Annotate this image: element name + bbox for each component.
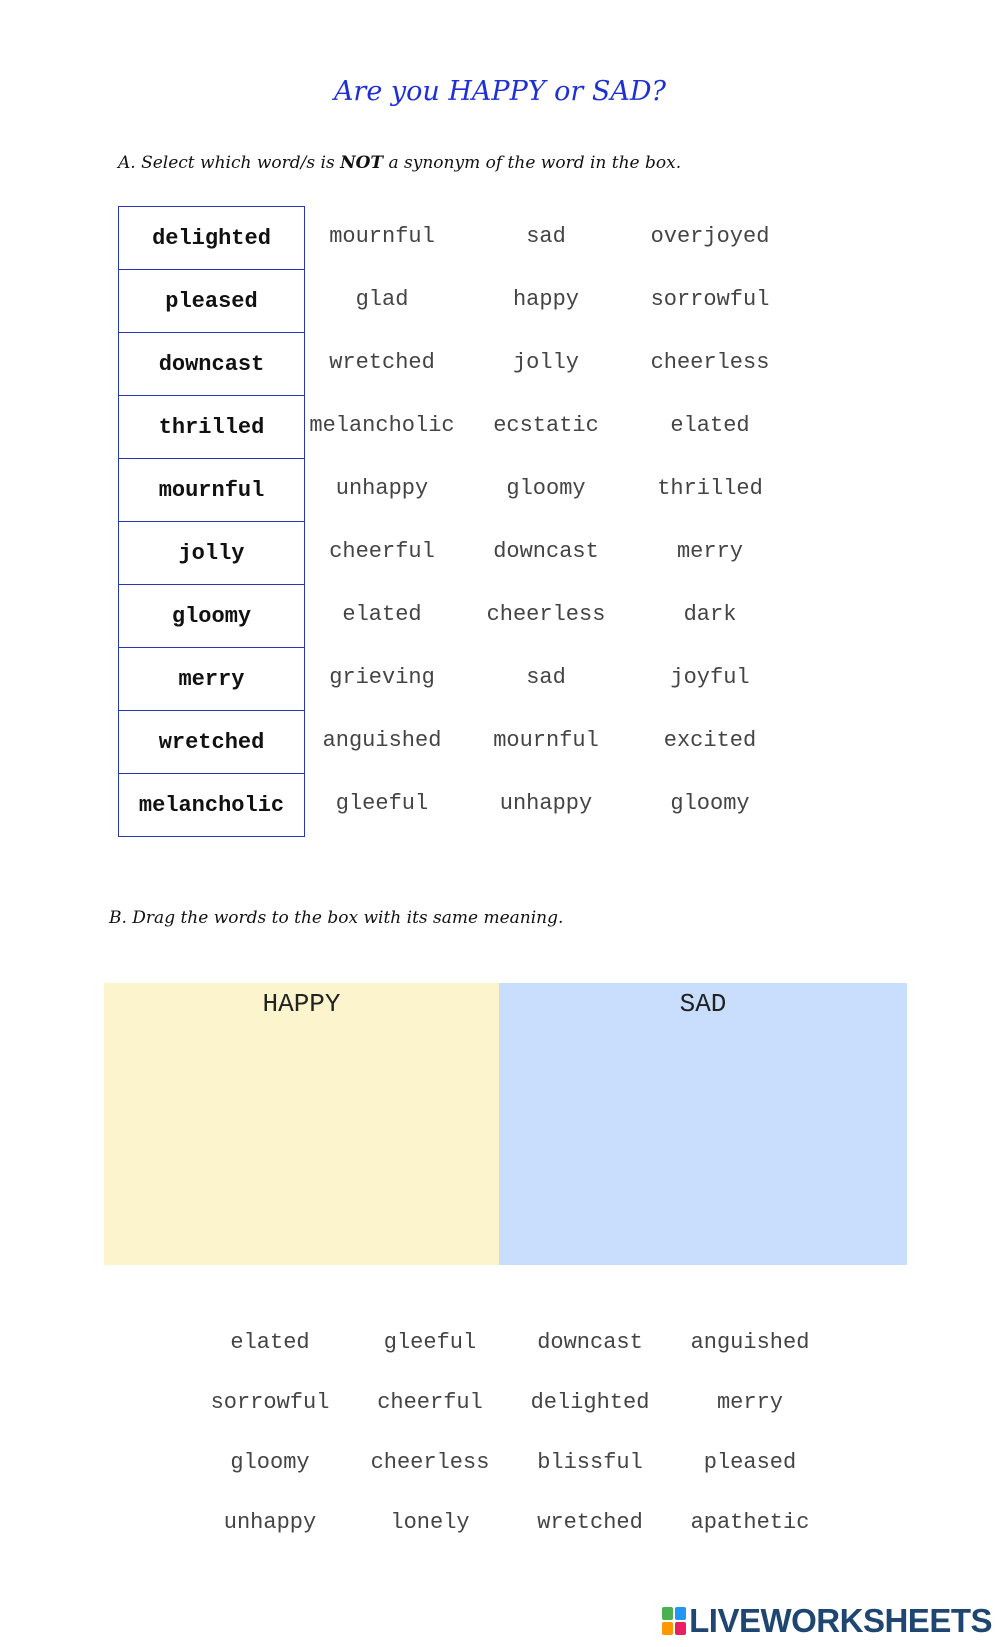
option-word[interactable]: unhappy	[499, 791, 593, 816]
draggable-word[interactable]: blissful	[537, 1449, 643, 1475]
option-word[interactable]: overjoyed	[650, 224, 770, 249]
page-title: Are you HAPPY or SAD?	[333, 76, 667, 107]
instruction-a	[118, 153, 681, 173]
word-bank-row	[190, 1372, 830, 1432]
option-row	[300, 331, 800, 394]
option-word[interactable]: gloomy	[670, 791, 750, 816]
option-word[interactable]: elated	[342, 602, 422, 627]
option-word[interactable]: wretched	[329, 350, 435, 375]
option-word[interactable]: ecstatic	[493, 413, 599, 438]
option-row	[300, 268, 800, 331]
option-word[interactable]: excited	[663, 728, 757, 753]
option-word[interactable]: mournful	[493, 728, 599, 753]
option-row	[300, 205, 800, 268]
option-word[interactable]: sad	[526, 224, 566, 249]
keyword-box	[118, 206, 305, 837]
option-row	[300, 772, 800, 835]
draggable-word[interactable]: cheerful	[377, 1389, 483, 1415]
liveworksheets-logo	[662, 1602, 992, 1640]
liveworksheets-logo-icon	[662, 1607, 686, 1635]
option-word[interactable]: merry	[676, 539, 743, 564]
option-word[interactable]: sorrowful	[650, 287, 770, 312]
keyword: delighted	[119, 207, 304, 270]
option-word[interactable]: elated	[670, 413, 750, 438]
logo-text: LIVEWORKSHEETS	[689, 1602, 992, 1639]
keyword: jolly	[119, 522, 304, 585]
option-word[interactable]: dark	[683, 602, 737, 627]
draggable-word[interactable]: cheerless	[370, 1449, 490, 1475]
draggable-word[interactable]: merry	[716, 1389, 783, 1415]
happy-drop-zone[interactable]	[104, 983, 499, 1265]
option-row	[300, 394, 800, 457]
option-row	[300, 646, 800, 709]
keyword: merry	[119, 648, 304, 711]
draggable-word[interactable]: elated	[230, 1329, 310, 1355]
option-word[interactable]: cheerless	[650, 350, 770, 375]
option-word[interactable]: gloomy	[506, 476, 586, 501]
sad-zone-label: SAD	[679, 989, 727, 1019]
word-bank-row	[190, 1492, 830, 1552]
draggable-word[interactable]: apathetic	[690, 1509, 810, 1535]
option-row	[300, 583, 800, 646]
draggable-word[interactable]: sorrowful	[210, 1389, 330, 1415]
option-word[interactable]: gleeful	[335, 791, 429, 816]
instruction-a-text-end: a synonym of the word in the box.	[383, 153, 682, 173]
option-word[interactable]: jolly	[512, 350, 579, 375]
option-word[interactable]: unhappy	[335, 476, 429, 501]
option-word[interactable]: glad	[355, 287, 409, 312]
option-row	[300, 457, 800, 520]
option-word[interactable]: downcast	[493, 539, 599, 564]
option-word[interactable]: joyful	[670, 665, 750, 690]
draggable-word[interactable]: lonely	[390, 1509, 470, 1535]
option-word[interactable]: cheerful	[329, 539, 435, 564]
option-row	[300, 709, 800, 772]
option-word[interactable]: grieving	[329, 665, 435, 690]
happy-zone-label: HAPPY	[262, 989, 341, 1019]
draggable-word[interactable]: gleeful	[383, 1329, 477, 1355]
draggable-word[interactable]: delighted	[530, 1389, 650, 1415]
draggable-word[interactable]: gloomy	[230, 1449, 310, 1475]
option-word[interactable]: cheerless	[486, 602, 606, 627]
word-bank-row	[190, 1312, 830, 1372]
option-word[interactable]: melancholic	[309, 413, 455, 438]
keyword: gloomy	[119, 585, 304, 648]
keyword: pleased	[119, 270, 304, 333]
draggable-word[interactable]: wretched	[537, 1509, 643, 1535]
keyword: thrilled	[119, 396, 304, 459]
option-word[interactable]: mournful	[329, 224, 435, 249]
keyword: downcast	[119, 333, 304, 396]
option-row	[300, 520, 800, 583]
instruction-b: B. Drag the words to the box with its same meaning.	[109, 908, 564, 928]
instruction-a-text: A. Select which word/s is	[118, 153, 341, 173]
keyword: melancholic	[138, 792, 285, 818]
option-word[interactable]: sad	[526, 665, 566, 690]
word-bank-row	[190, 1432, 830, 1492]
keyword: mournful	[119, 459, 304, 522]
option-word[interactable]: happy	[512, 287, 579, 312]
option-word[interactable]: thrilled	[657, 476, 763, 501]
keyword: wretched	[119, 711, 304, 774]
option-word[interactable]: anguished	[322, 728, 442, 753]
draggable-word[interactable]: anguished	[690, 1329, 810, 1355]
sad-drop-zone[interactable]	[499, 983, 907, 1265]
draggable-word[interactable]: downcast	[537, 1329, 643, 1355]
instruction-a-emphasis: NOT	[340, 153, 384, 173]
draggable-word[interactable]: unhappy	[223, 1509, 317, 1535]
draggable-word[interactable]: pleased	[703, 1449, 797, 1475]
